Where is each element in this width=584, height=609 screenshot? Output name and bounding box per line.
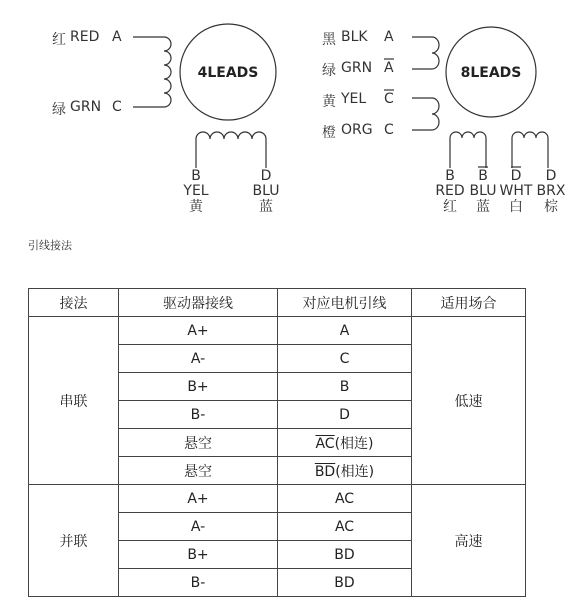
cell-driver: B+ — [119, 541, 278, 569]
header-driver: 驱动器接线 — [119, 289, 278, 317]
header-usage: 适用场合 — [412, 289, 526, 317]
cell-motor — [278, 513, 412, 541]
motor-lead: AC — [334, 490, 355, 507]
wire-8-red-cn: 红 — [443, 199, 457, 215]
cell-driver: A+ — [119, 485, 278, 513]
wire-8-grn-terminal: A — [384, 60, 394, 76]
motor-lead-overlined: $\overline{BD}$ — [314, 463, 336, 480]
motor-lead: BD — [334, 574, 355, 591]
cell-driver: B+ — [119, 373, 278, 401]
wire-4-red-terminal: A — [112, 29, 122, 45]
wire-4-red-cn: 红 — [52, 32, 66, 48]
table-header-row — [29, 289, 526, 317]
cell-motor — [278, 541, 412, 569]
wire-4-d-terminal: D — [260, 168, 272, 184]
motor-4leads-title: 4LEADS — [197, 65, 259, 81]
wire-4-blu-cn: 蓝 — [259, 199, 273, 215]
wire-4-grn-en: GRN — [70, 99, 102, 115]
wire-4-b-terminal: B — [191, 168, 201, 184]
table-row — [29, 317, 526, 345]
wire-4-red-en: RED — [70, 29, 100, 45]
motor-lead: AC — [334, 518, 355, 535]
cell-driver: 悬空 — [119, 429, 278, 457]
wiring-table — [28, 288, 526, 597]
wiring-diagram — [0, 0, 584, 225]
motor-lead-suffix: (相连) — [334, 435, 374, 452]
motor-lead: BD — [334, 546, 355, 563]
table-body — [29, 317, 526, 597]
wire-8-brx-cn: 棕 — [544, 199, 558, 215]
wire-4-yel-cn: 黄 — [189, 199, 203, 215]
cell-motor — [278, 457, 412, 485]
wire-8-blu-cn: 蓝 — [476, 199, 490, 215]
wire-8-blk-cn: 黑 — [322, 32, 336, 48]
motor-lead-suffix: (相连) — [335, 463, 375, 480]
wire-8-red-en: RED — [435, 183, 465, 199]
wire-4-yel-en: YEL — [183, 183, 209, 199]
wire-8-org-terminal: C — [384, 122, 394, 138]
coil-8-a — [412, 37, 439, 69]
wire-8-org-en: ORG — [341, 122, 373, 138]
cell-driver: A+ — [119, 317, 278, 345]
wire-8-bbar-terminal: B — [478, 168, 488, 184]
cell-driver: A- — [119, 513, 278, 541]
cell-mode: 串联 — [29, 317, 119, 485]
caption: 引线接法 — [28, 239, 72, 252]
cell-usage: 低速 — [412, 317, 526, 485]
motor-lead: A — [339, 322, 350, 339]
wire-8-blu-en: BLU — [469, 183, 497, 199]
motor-lead: D — [339, 406, 350, 423]
wire-8-yel-en: YEL — [341, 91, 367, 107]
wire-8-grn-en: GRN — [341, 60, 373, 76]
table-row — [29, 485, 526, 513]
wire-8-b-terminal: B — [445, 168, 455, 184]
cell-motor — [278, 317, 412, 345]
motor-8leads-title: 8LEADS — [460, 65, 522, 81]
cell-driver: 悬空 — [119, 457, 278, 485]
wire-8-grn-cn: 绿 — [322, 63, 336, 79]
coil-8-d — [512, 132, 548, 168]
motor-lead: C — [339, 350, 350, 367]
wire-8-blk-terminal: A — [384, 29, 394, 45]
coil-8-b — [450, 132, 486, 168]
coil-8-c — [412, 98, 439, 130]
wire-8-d-terminal: D — [545, 168, 557, 184]
wire-4-blu-en: BLU — [252, 183, 280, 199]
header-mode: 接法 — [29, 289, 119, 317]
cell-usage: 高速 — [412, 485, 526, 597]
cell-motor — [278, 569, 412, 597]
coil-4-bottom — [196, 132, 266, 168]
wire-8-blk-en: BLK — [341, 29, 368, 45]
cell-driver: A- — [119, 345, 278, 373]
wire-8-yel-terminal: C — [384, 91, 394, 107]
wire-8-brx-en: BRX — [536, 183, 566, 199]
cell-driver: B- — [119, 401, 278, 429]
wire-8-wht-en: WHT — [499, 183, 533, 199]
wire-8-dbar-terminal: D — [510, 168, 522, 184]
cell-motor — [278, 401, 412, 429]
cell-motor — [278, 429, 412, 457]
cell-motor — [278, 345, 412, 373]
wire-4-grn-cn: 绿 — [52, 102, 66, 118]
motor-4leads — [52, 24, 279, 215]
cell-motor — [278, 485, 412, 513]
cell-mode: 并联 — [29, 485, 119, 597]
cell-driver: B- — [119, 569, 278, 597]
motor-8leads — [322, 27, 566, 215]
header-motor: 对应电机引线 — [278, 289, 412, 317]
motor-lead: B — [339, 378, 350, 395]
wire-8-yel-cn: 黄 — [322, 94, 336, 110]
wire-8-org-cn: 橙 — [322, 125, 336, 141]
cell-motor — [278, 373, 412, 401]
wire-8-wht-cn: 白 — [509, 199, 523, 215]
wire-4-grn-terminal: C — [112, 99, 122, 115]
motor-lead-overlined: $\overline{AC}$ — [315, 435, 335, 452]
coil-4-left — [133, 37, 171, 107]
